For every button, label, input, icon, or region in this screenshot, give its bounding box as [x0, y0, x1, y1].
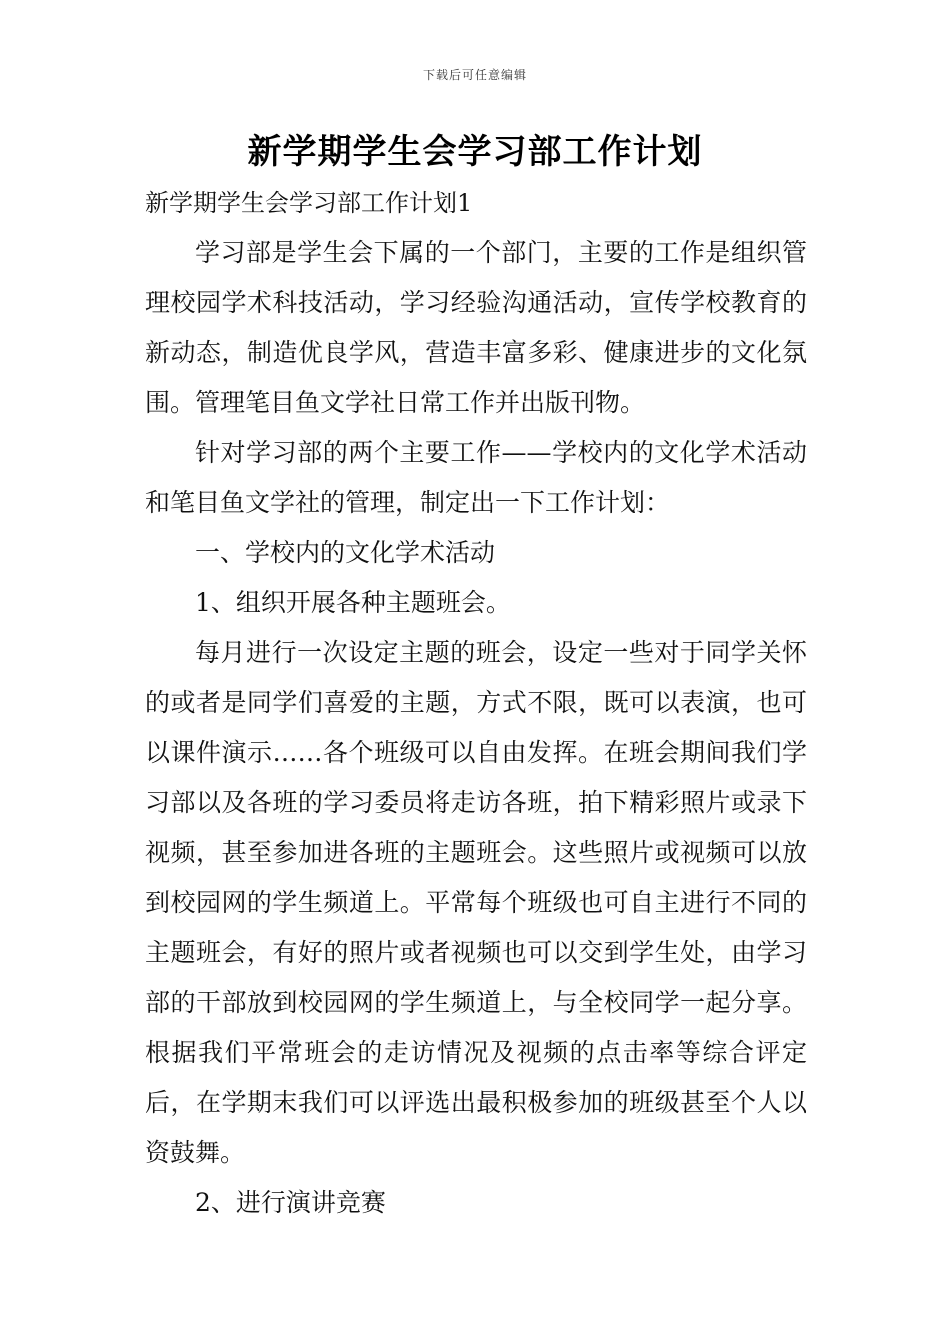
document-subtitle: 新学期学生会学习部工作计划1 [145, 189, 473, 217]
item-paragraph: 每月进行一次设定主题的班会，设定一些对于同学关怀的或者是同学们喜爱的主题，方式不限，既可以表演，也可以课件演示……各个班级可以自由发挥。在班会期间我们学习部以及各班的学习委员将走访各班，拍下精彩照片或录下视频，甚至参加进各班的主题班会。这些照片或视频可以放到校园网的学生频道上。平常每个班级也可自主进行不同的主题班会，有好的照片或者视频也可以交到学生处，由学习部的干部放到校园网的学生频道上，与全校同学一起分享。根据我们平常班会的走访情况及视频的点击率等综合评定后，在学期末我们可以评选出最积极参加的班级甚至个人以资鼓舞。 [145, 638, 807, 1167]
intro-paragraph: 学习部是学生会下属的一个部门，主要的工作是组织管理校园学术科技活动，学习经验沟通活动，宣传学校教育的新动态，制造优良学风，营造丰富多彩、健康进步的文化氛围。管理笔目鱼文学社日常工作并出版刊物。 [145, 238, 807, 417]
section-heading: 一、学校内的文化学术活动 [195, 538, 496, 567]
item-heading-2: 2、进行演讲竞赛 [195, 1188, 386, 1217]
document-body [145, 178, 807, 1228]
document-title: 新学期学生会学习部工作计划 [247, 132, 703, 172]
header-note: 下载后可任意编辑 [422, 68, 527, 82]
item-heading: 1、组织开展各种主题班会。 [195, 588, 511, 617]
plan-paragraph: 针对学习部的两个主要工作——学校内的文化学术活动和笔目鱼文学社的管理，制定出一下工作计划： [145, 438, 807, 517]
